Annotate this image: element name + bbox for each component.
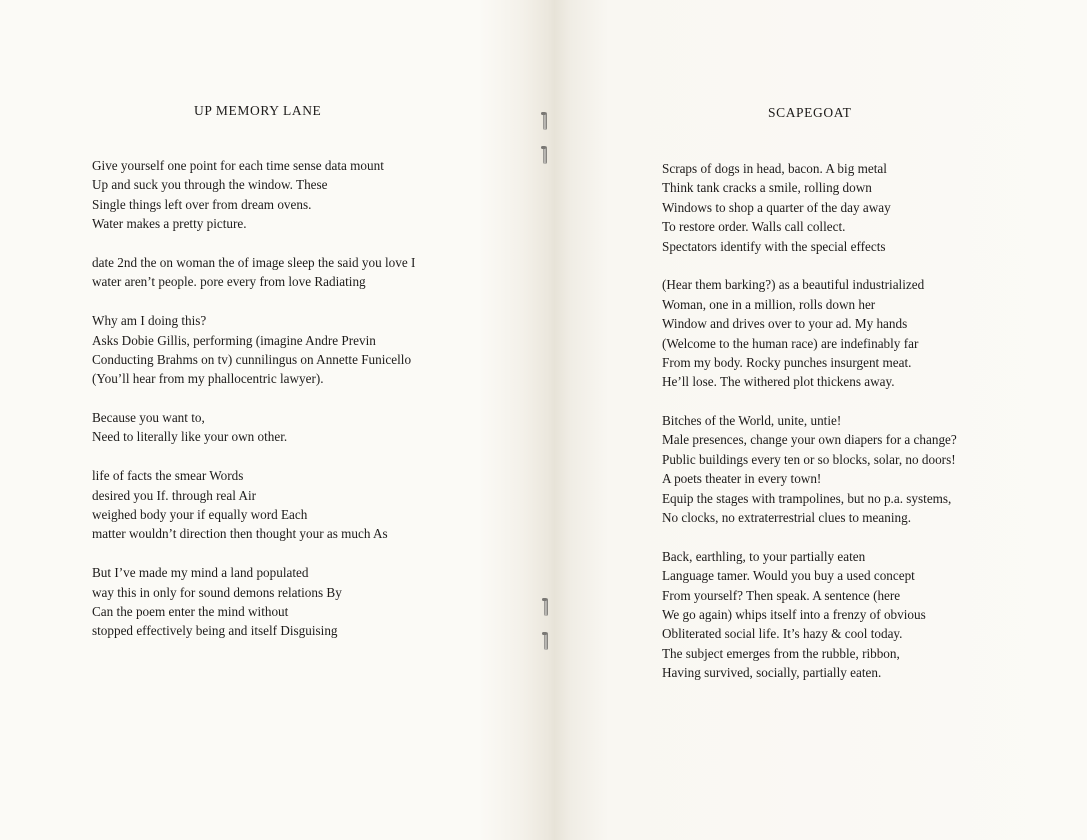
poem-line: From yourself? Then speak. A sentence (here	[662, 587, 901, 603]
binding-staple-icon	[544, 598, 548, 616]
poem-line: From my body. Rocky punches insurgent meat.	[662, 354, 912, 370]
stanza	[662, 547, 957, 683]
poem-line: Water makes a pretty picture.	[92, 216, 247, 232]
poem-line: (Welcome to the human race) are indefinably far	[662, 335, 919, 351]
poem-line: The subject emerges from the rubble, ribbon,	[662, 645, 900, 661]
poem-line: Think tank cracks a smile, rolling down	[662, 180, 872, 196]
poem-line: water aren’t people. pore every from love Radiating	[92, 274, 366, 290]
poem-line: Spectators identify with the special effects	[662, 238, 886, 254]
poem-line: weighed body your if equally word Each	[92, 507, 308, 523]
poem-line: Window and drives over to your ad. My hands	[662, 316, 908, 332]
poem-title-up-memory-lane: UP MEMORY LANE	[194, 103, 322, 118]
stanza	[92, 311, 415, 389]
poem-line: Bitches of the World, unite, untie!	[662, 413, 842, 429]
binding-staple-icon	[544, 632, 548, 650]
poem-title-scapegoat: SCAPEGOAT	[768, 105, 852, 120]
stanza	[662, 275, 957, 391]
poem-line: desired you If. through real Air	[92, 487, 257, 503]
poem-line: Obliterated social life. It’s hazy & cool today.	[662, 626, 903, 642]
poem-line: Why am I doing this?	[92, 313, 207, 329]
stanza	[662, 159, 957, 256]
left-page	[0, 0, 543, 840]
poem-line: To restore order. Walls call collect.	[662, 219, 846, 235]
binding-staple-icon	[543, 112, 547, 130]
poem-line: We go again) whips itself into a frenzy of obvious	[662, 606, 926, 622]
poem-body-scapegoat	[662, 159, 957, 683]
poem-line: Conducting Brahms on tv) cunnilingus on Annette Funicello	[92, 351, 412, 367]
poem-line: Because you want to,	[92, 410, 205, 426]
binding-staple-icon	[543, 146, 547, 164]
right-page	[543, 0, 1087, 840]
stanza	[92, 408, 415, 447]
poem-body-up-memory-lane	[92, 156, 415, 641]
poem-line: Public buildings every ten or so blocks, solar, no doors!	[662, 451, 956, 467]
poem-line: Can the poem enter the mind without	[92, 603, 289, 619]
poem-line: Male presences, change your own diapers for a change?	[662, 432, 957, 448]
poem-line: A poets theater in every town!	[662, 471, 822, 487]
poem-line: Windows to shop a quarter of the day away	[662, 199, 891, 215]
poem-line: Give yourself one point for each time sense data mount	[92, 158, 384, 173]
poem-line: No clocks, no extraterrestrial clues to meaning.	[662, 510, 912, 526]
poem-line: Woman, one in a million, rolls down her	[662, 296, 876, 312]
stanza	[92, 253, 415, 292]
poem-line: life of facts the smear Words	[92, 468, 244, 484]
poem-line: Back, earthling, to your partially eaten	[662, 548, 866, 564]
poem-line: He’ll lose. The withered plot thickens away.	[662, 374, 895, 390]
poem-line: matter wouldn’t direction then thought your as much As	[92, 526, 388, 542]
poem-line: Scraps of dogs in head, bacon. A big metal	[662, 161, 887, 176]
poem-line: But I’ve made my mind a land populated	[92, 565, 309, 581]
poem-line: Equip the stages with trampolines, but no p.a. systems,	[662, 490, 952, 506]
poem-line: (You’ll hear from my phallocentric lawyer).	[92, 371, 324, 387]
poem-line: Single things left over from dream ovens.	[92, 196, 312, 212]
poem-line: way this in only for sound demons relations By	[92, 584, 342, 600]
poem-line: date 2nd the on woman the of image sleep the said you love I	[92, 254, 416, 270]
poem-line: Language tamer. Would you buy a used concept	[662, 568, 915, 584]
stanza	[662, 411, 957, 527]
poem-line: Need to literally like your own other.	[92, 429, 288, 445]
poem-line: Asks Dobie Gillis, performing (imagine Andre Previn	[92, 332, 376, 348]
stanza	[92, 466, 415, 544]
poem-line: Having survived, socially, partially eaten.	[662, 665, 882, 681]
stanza	[92, 156, 415, 234]
poem-line: Up and suck you through the window. These	[92, 177, 328, 193]
stanza	[92, 563, 415, 641]
poem-line: (Hear them barking?) as a beautiful industrialized	[662, 277, 925, 293]
poem-line: stopped effectively being and itself Disguising	[92, 623, 338, 639]
